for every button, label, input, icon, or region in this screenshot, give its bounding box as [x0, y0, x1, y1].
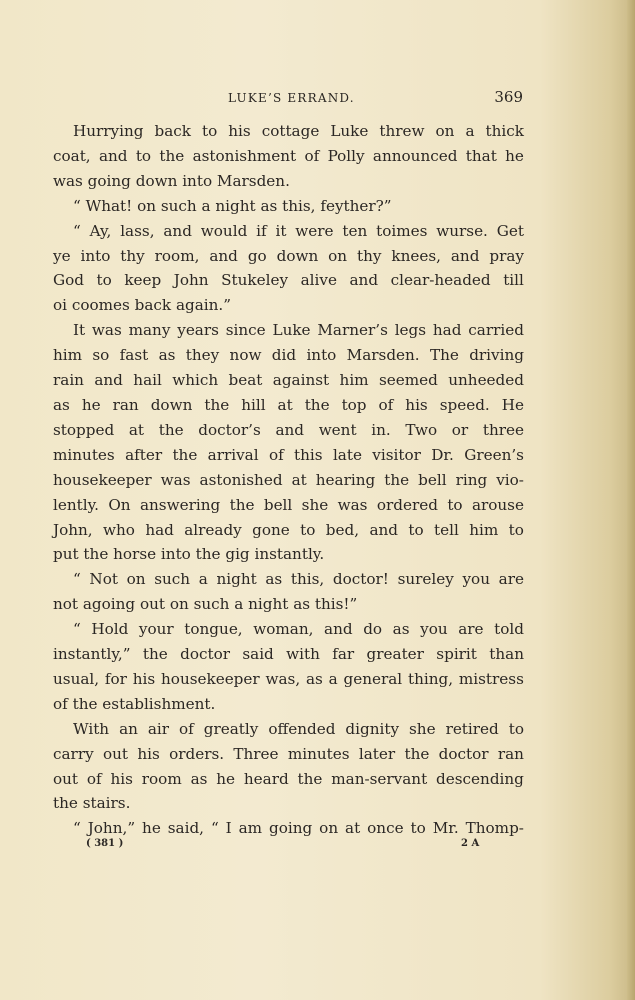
- text-line: the stairs.: [53, 794, 131, 813]
- text-line: coat, and to the astonishment of Polly announced that he: [53, 146, 524, 165]
- running-title: LUKE’S ERRAND.: [228, 91, 355, 105]
- text-line: stopped at the doctor’s and went in. Two or three: [53, 420, 524, 439]
- text-line: carry out his orders. Three minutes later the doctor ran: [53, 744, 524, 763]
- text-line: housekeeper was astonished at hearing the bell ring vio-: [53, 470, 524, 489]
- text-line: not agoing out on such a night as this!”: [53, 595, 358, 614]
- text-line: lently. On answering the bell she was ordered to arouse: [53, 495, 524, 514]
- text-line: “ Not on such a night as this, doctor! sureley you are: [73, 570, 524, 589]
- text-line: minutes after the arrival of this late visitor Dr. Green’s: [53, 445, 524, 464]
- text-line: “ John,” he said, “ I am going on at once to Mr. Thomp-: [73, 819, 524, 838]
- text-line: It was many years since Luke Marner’s legs had carried: [73, 321, 524, 340]
- text-line: With an air of greatly offended dignity she retired to: [73, 719, 524, 738]
- text-line: as he ran down the hill at the top of his speed. He: [53, 395, 524, 414]
- text-line: of the establishment.: [53, 694, 216, 713]
- text-line: John, who had already gone to bed, and to tell him to: [53, 520, 524, 539]
- signature-mark: 2 A: [461, 838, 480, 849]
- text-line: oi coomes back again.”: [53, 296, 232, 315]
- text-line: “ What! on such a night as this, feyther?”: [73, 196, 392, 215]
- text-line: God to keep John Stukeley alive and clear-headed till: [53, 271, 524, 290]
- signature-number: ( 381 ): [86, 838, 124, 849]
- text-line: put the horse into the gig instantly.: [53, 545, 325, 564]
- page-number: 369: [494, 88, 523, 106]
- text-line: “ Ay, lass, and would if it were ten toimes wurse. Get: [73, 221, 524, 240]
- text-line: usual, for his housekeeper was, as a general thing, mistress: [53, 669, 524, 688]
- text-line: instantly,” the doctor said with far greater spirit than: [53, 645, 524, 664]
- text-line: ye into thy room, and go down on thy knees, and pray: [53, 246, 524, 265]
- text-line: him so fast as they now did into Marsden. The driving: [53, 346, 524, 365]
- text-line: out of his room as he heard the man-servant descending: [53, 769, 524, 788]
- text-line: Hurrying back to his cottage Luke threw on a thick: [73, 122, 524, 140]
- signature-line: [86, 838, 486, 854]
- page-edge: [627, 0, 635, 1000]
- text-line: “ Hold your tongue, woman, and do as you are told: [73, 620, 524, 639]
- text-line: rain and hail which beat against him seemed unheeded: [53, 371, 524, 390]
- running-header: [53, 88, 523, 108]
- body-text: [53, 119, 524, 841]
- text-line: was going down into Marsden.: [53, 171, 290, 190]
